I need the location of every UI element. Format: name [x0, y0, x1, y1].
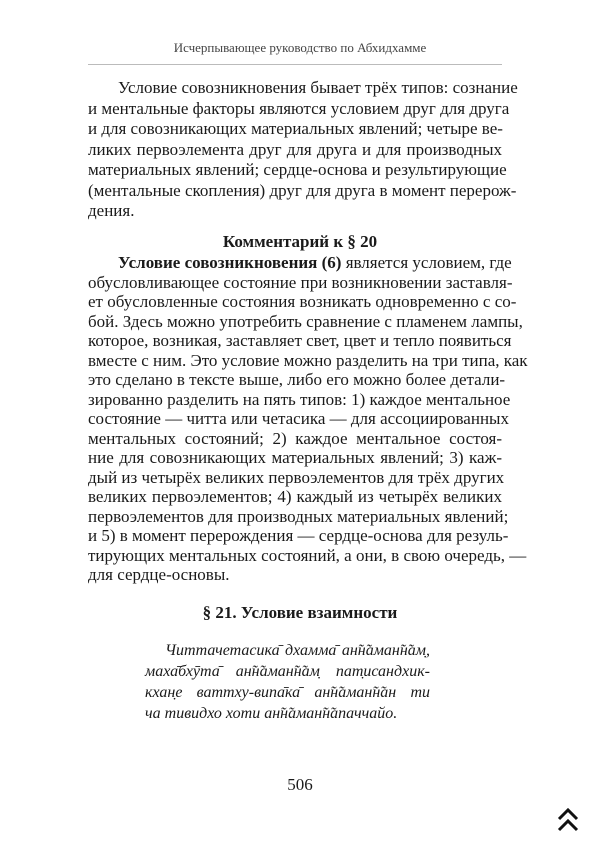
text-line: бой. Здесь можно употребить сравнение с пламенем лампы, — [88, 311, 523, 331]
verse-line: ча тивидхо хоти ан̃н̃аман̃н̃апаччайо. — [145, 705, 398, 722]
term-bold: Условие совозникновения (6) — [118, 253, 342, 272]
verse-line: кхан̣е ваттху-випа̄ка̄ ан̃н̃аман̃н̃ан ти — [145, 684, 430, 701]
text-line: вместе с ним. Это условие можно разделить на три типа, как — [88, 350, 528, 370]
verse-line: маха̄бхӯта̄ ан̃н̃аман̃н̃ам̣ пат̣исандхик- — [145, 663, 430, 680]
text-line: (ментальные скопления) друг для друга в момент перерож- — [88, 180, 517, 200]
text-line: дый из четырёх великих первоэлементов для трёх других — [88, 467, 505, 487]
text-line: Условие совозникновения бывает трёх типов: сознание — [118, 78, 518, 97]
text-line: тирующих ментальных состояний, а они, в свою очередь, — — [88, 545, 527, 565]
page-number: 506 — [287, 775, 313, 794]
text-line: состояние — читта или четасика — для ассоциированных — [88, 409, 509, 428]
text-line: и ментальные факторы являются условием друг для друга — [88, 98, 510, 118]
text-line: обусловливающее состояние при возникновении заставля- — [88, 272, 513, 292]
text-line: ет обусловленные состояния возникать одновременно с со- — [88, 292, 517, 311]
verse-line: Читтачетасика̄ дхамма̄ ан̃н̃аман̃н̃ам̣, — [165, 642, 430, 659]
text-line: которое, возникая, заставляет свет, цвет и тепло появиться — [88, 331, 512, 350]
text-line: ментальных состояний; 2) каждое ментальное состоя- — [88, 428, 502, 448]
text-line: ликих первоэлемента друг для друга и для производных — [88, 139, 502, 159]
double-chevron-up-icon[interactable] — [556, 806, 580, 834]
text-line: первоэлементов для производных материальных явлений; — [88, 506, 509, 526]
text-line: материальных явлений; сердце-основа и результирующие — [88, 160, 507, 179]
text-line: и для совозникающих материальных явлений; четыре ве- — [88, 119, 503, 138]
section-heading: § 21. Условие взаимности — [202, 603, 398, 622]
text-line: великих первоэлементов; 4) каждый из четырёх великих — [88, 487, 502, 506]
header-rule — [88, 64, 502, 65]
text-line: зированно разделить на пять типов: 1) каждое ментальное — [88, 389, 511, 409]
commentary-heading: Комментарий к § 20 — [222, 232, 378, 251]
running-header: Исчерпывающее руководство по Абхидхамме — [173, 40, 427, 55]
text-line: дения. — [88, 201, 135, 220]
text-line — [118, 253, 512, 273]
text-line: для сердце-основы. — [88, 565, 230, 584]
text-line: и 5) в момент перерождения — сердце-основа для резуль- — [88, 526, 509, 545]
text-line: это сделано в тексте выше, либо его можно более детали- — [88, 370, 506, 389]
text-fragment: является условием, где — [341, 253, 512, 272]
text-line: ние для совозникающих материальных явлений; 3) каж- — [88, 448, 502, 467]
